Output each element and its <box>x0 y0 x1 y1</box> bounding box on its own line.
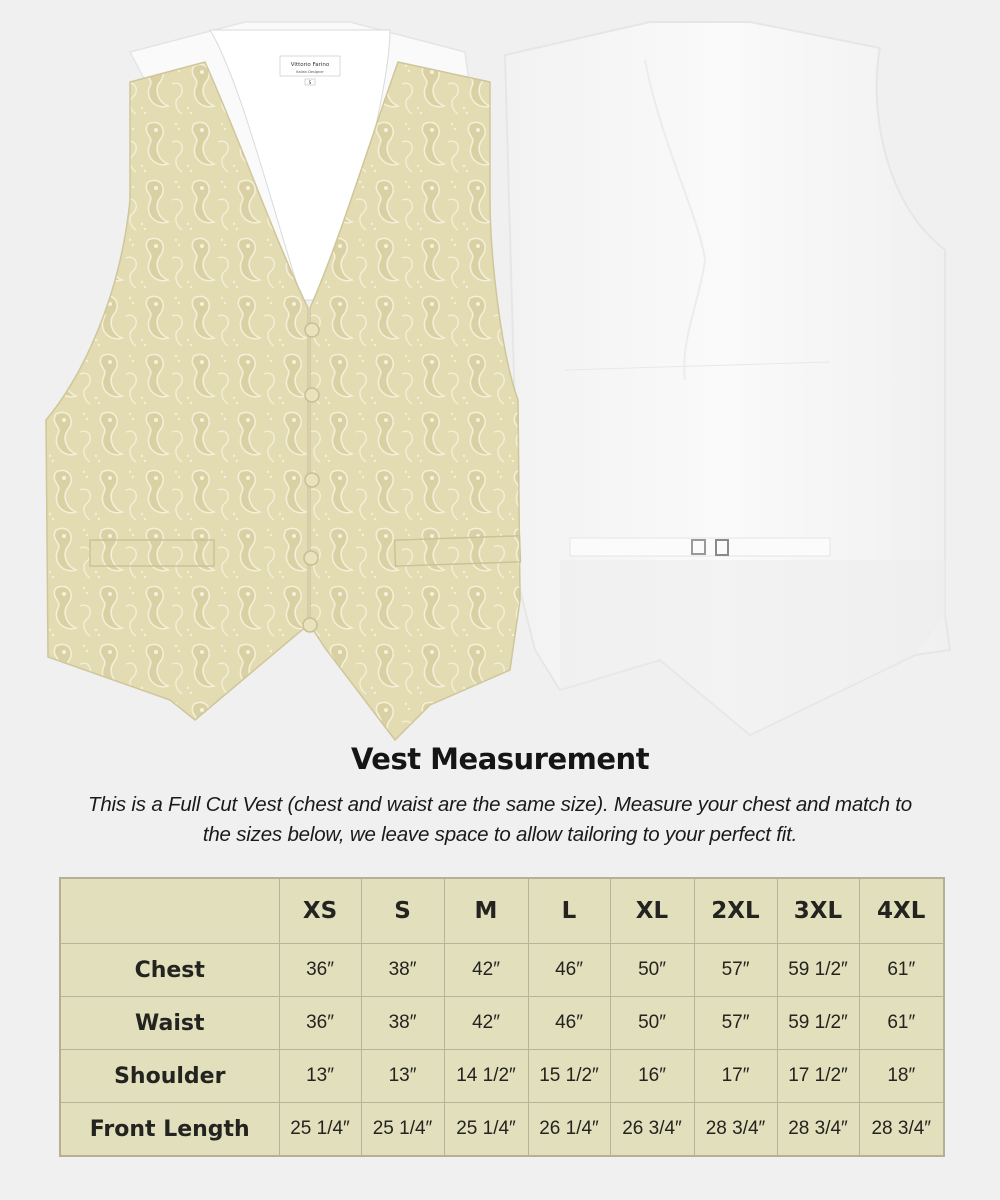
table-cell: 18″ <box>859 1050 944 1103</box>
table-row-waist <box>60 997 944 1050</box>
row-label-front-length: Front Length <box>60 1103 279 1157</box>
size-header-l: L <box>528 878 610 944</box>
table-cell: 28 3/4″ <box>859 1103 944 1157</box>
table-cell: 26 3/4″ <box>610 1103 694 1157</box>
table-cell: 46″ <box>528 944 610 997</box>
table-cell: 57″ <box>694 944 777 997</box>
table-cell: 28 3/4″ <box>694 1103 777 1157</box>
page-title: Vest Measurement <box>350 742 650 776</box>
table-cell: 13″ <box>279 1050 361 1103</box>
row-label-chest: Chest <box>60 944 279 997</box>
size-header-3xl: 3XL <box>777 878 859 944</box>
table-cell: 57″ <box>694 997 777 1050</box>
table-cell: 25 1/4″ <box>279 1103 361 1157</box>
front-vest <box>46 22 520 740</box>
size-chart-table <box>59 877 945 1157</box>
table-cell: 38″ <box>361 997 444 1050</box>
table-cell: 17 1/2″ <box>777 1050 859 1103</box>
brand-label-text: Vittorio Farino <box>290 62 330 68</box>
table-row-front-length <box>60 1103 944 1157</box>
table-cell: 50″ <box>610 944 694 997</box>
table-cell: 28 3/4″ <box>777 1103 859 1157</box>
table-cell: 25 1/4″ <box>361 1103 444 1157</box>
corner-cell <box>60 878 279 944</box>
size-header-s: S <box>361 878 444 944</box>
table-cell: 13″ <box>361 1050 444 1103</box>
table-row-shoulder <box>60 1050 944 1103</box>
size-header-m: M <box>444 878 528 944</box>
table-cell: 59 1/2″ <box>777 944 859 997</box>
table-cell: 25 1/4″ <box>444 1103 528 1157</box>
size-header-2xl: 2XL <box>694 878 777 944</box>
size-tag: S <box>308 80 312 85</box>
table-cell: 61″ <box>859 944 944 997</box>
table-cell: 26 1/4″ <box>528 1103 610 1157</box>
table-cell: 14 1/2″ <box>444 1050 528 1103</box>
table-cell: 15 1/2″ <box>528 1050 610 1103</box>
pocket-left <box>90 540 214 566</box>
table-row-chest <box>60 944 944 997</box>
size-header-xs: XS <box>279 878 361 944</box>
table-cell: 36″ <box>279 944 361 997</box>
table-cell: 38″ <box>361 944 444 997</box>
table-cell: 16″ <box>610 1050 694 1103</box>
table-cell: 50″ <box>610 997 694 1050</box>
row-label-shoulder: Shoulder <box>60 1050 279 1103</box>
table-cell: 61″ <box>859 997 944 1050</box>
table-cell: 59 1/2″ <box>777 997 859 1050</box>
table-cell: 36″ <box>279 997 361 1050</box>
table-header-row <box>60 878 944 944</box>
table-cell: 46″ <box>528 997 610 1050</box>
table-cell: 42″ <box>444 944 528 997</box>
table-cell: 42″ <box>444 997 528 1050</box>
back-vest <box>505 22 950 735</box>
table-cell: 17″ <box>694 1050 777 1103</box>
size-header-4xl: 4XL <box>859 878 944 944</box>
pocket-right <box>395 536 521 566</box>
row-label-waist: Waist <box>60 997 279 1050</box>
size-header-xl: XL <box>610 878 694 944</box>
brand-label-subtitle: Italian Designer <box>296 70 324 74</box>
description: This is a Full Cut Vest (chest and waist are the same size). Measure your chest and match to the sizes below, we leave space to allow tailoring to your perfect fit. <box>88 793 912 846</box>
